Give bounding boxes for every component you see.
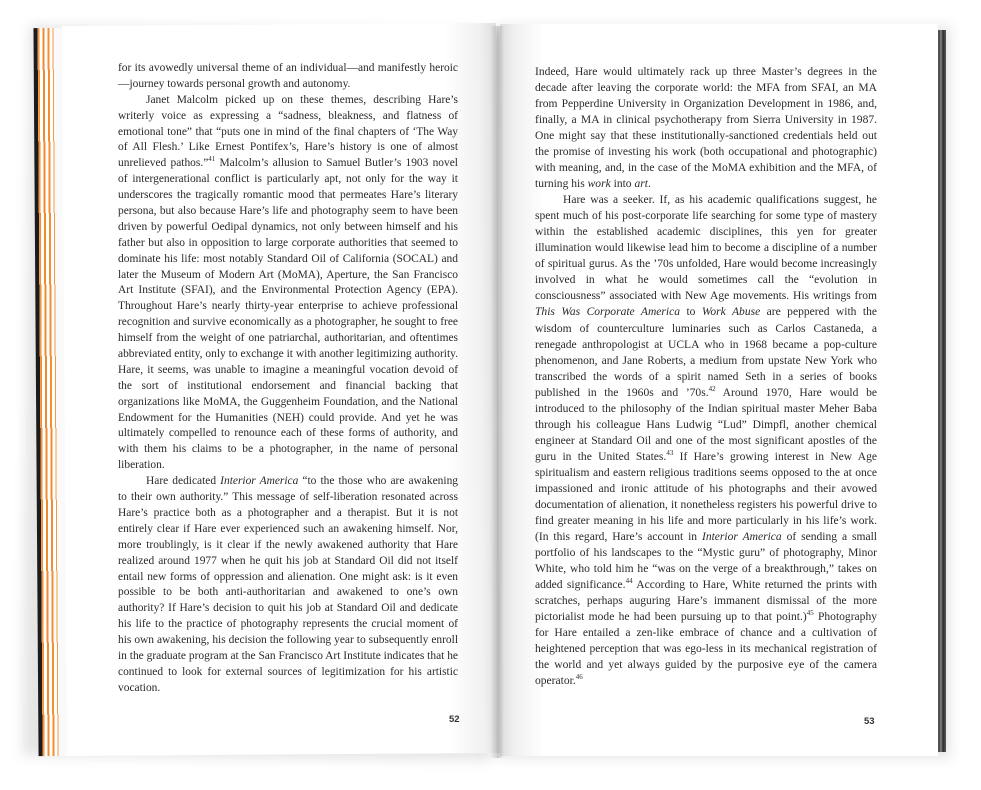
italic-title: Work Abuse	[701, 306, 761, 319]
text-run: Indeed, Hare would ultimately rack up three Master’s degrees in the decade after leaving the corporate world: the MFA from SFAI, an MA from Pepperdine University in Organization Development in 1986, and, finally, a MA in clinical psychotherapy from Sierra University in 1987. One might say that these institutionally-sanctioned credentials held out the promise of investing his work (both occupational and photographic) with meaning, and, in the case of the MoMA exhibition and the MFA, of turning his	[535, 66, 877, 191]
left-page-body-text	[118, 61, 458, 697]
page-number-right: 53	[864, 716, 875, 727]
page-number-left: 52	[449, 714, 460, 725]
text-run: are peppered with the wisdom of counterculture luminaries such as Carlos Castaneda, a renegade anthropologist at UCLA who in 1968 became a pop-culture phenomenon, and Jane Roberts, a medium from upstate New York who transcribed the words of a spirit named Seth in a series of books published in the 1960s and ’70s.	[535, 306, 877, 399]
text-run: for its avowedly universal theme of an individual—and manifestly heroic—journey towards personal growth and autonomy.	[118, 62, 458, 90]
footnote-reference: 42	[708, 384, 716, 393]
book-gutter	[490, 26, 504, 758]
text-run: of sending a small portfolio of his landscapes to the “Mystic guru” of photography, Minor White, who told him he “was on the verge of a breakthrough,” takes on added significance.	[535, 530, 877, 591]
paragraph	[118, 474, 458, 696]
footnote-reference: 46	[575, 673, 583, 682]
text-run: According to Hare, White returned the prints with scratches, perhaps auguring Hare’s immanent dismissal of the more pictorialist mode he had been pursuing up to that point.)	[535, 579, 877, 624]
italic-title: This Was Corporate America	[535, 306, 681, 319]
text-run: Hare was a seeker. If, as his academic qualifications suggest, he spent much of his post-corporate life searching for some type of mastery within the established academic disciplines, this yen for greater illumination would likewise lead him to become a discipline of a number of spiritual gurus. As the ’70s unfolded, Hare would become increasingly involved in what he would sometimes call the “evolution in consciousness” associated with New Age movements. His writings from	[535, 194, 877, 303]
italic-title: Interior America	[220, 475, 299, 488]
footnote-reference: 41	[208, 155, 216, 164]
text-run: “to the those who are awakening to their own authority.” This message of self-liberation resonated across Hare’s practice both as a photographer and a therapist. But it is not entirely clear if Hare ever experienced such an awakening himself. Nor, more troublingly, is it clear if the newly awakened authority that Hare realized around 1977 when he quit his job at Standard Oil did not itself entail new forms of oppression and alienation. One might ask: is it even possible to be both anti-authoritarian and awakened to one’s own authority? If Hare’s decision to quit his job at Standard Oil and dedicate his life to the practice of photography represents the crucial moment of his own awakening, his decision the following year to subsequently enroll in the graduate program at the San Francisco Art Institute indicates that he continued to look for external sources of legitimization for his artistic vocation.	[118, 475, 459, 694]
text-run: Hare dedicated	[146, 475, 221, 488]
footnote-reference: 44	[625, 577, 633, 586]
paragraph	[118, 93, 458, 474]
text-run: to	[680, 306, 702, 319]
paragraph	[535, 192, 877, 689]
text-run: .	[647, 178, 651, 191]
italic-title: art	[634, 178, 648, 191]
footnote-reference: 45	[806, 609, 814, 618]
text-run: If Hare’s growing interest in New Age spiritualism and eastern religious traditions seems opposed to the at once impassioned and ironic attitude of his photographs and their avowed documentation of alienation, it nonetheless registers his powerful drive to find greater meaning in his life and more particularly in his life’s work. (In this regard, Hare’s account in	[535, 450, 878, 543]
right-page-body-text	[535, 64, 877, 689]
footnote-reference: 43	[666, 448, 674, 457]
italic-title: Interior America	[701, 530, 782, 543]
text-run: into	[610, 178, 635, 191]
text-run: Malcolm’s allusion to Samuel Butler’s 1903 novel of intergenerational conflict is particularly apt, not only for the way it underscores the tragically romantic mood that permeates Hare’s literary persona, but also because Hare’s life and photography seem to have been driven by powerful Oedipal dynamics, not only between himself and his father but also in opposition to large corporate authorities that seemed to dominate his life: most notably Standard Oil of California (SOCAL) and later the Museum of Modern Art (MoMA), Aperture, the San Francisco Art Institute (SFAI), and the Environmental Protection Agency (EPA). Throughout Hare’s nearly thirty-year enterprise to achieve professional recognition and survive economically as a photographer, he sought to free himself from the weight of one patriarchal, authoritarian, and oftentimes abbreviated entity, only to exchange it with another legitimizing authority. Hare, it seems, was unable to imagine a meaningful vocation devoid of the sort of institutional endorsement and financial backing that organizations like MoMA, the Guggenheim Foundation, and the National Endowment for the Humanities (NEH) could provide. And yet he was ultimately compelled to renounce each of these forms of authority, and with them his claims to be a photographer, in the name of personal liberation.	[118, 157, 458, 472]
paragraph	[118, 61, 458, 93]
text-run: Janet Malcolm picked up on these themes, describing Hare’s writerly voice as expressing a “sadness, bleakness, and flatness of emotional tone” that “puts one in mind of the final chapters of ‘The Way of All Flesh.’ Like Ernest Pontifex’s, Hare’s history is one of almost unrelieved pathos.”	[118, 93, 458, 170]
text-run: Photography for Hare entailed a zen-like embrace of chance and a cultivation of heightened perception that was ego-less in its mechanical registration of the world and yet always guided by the purposive eye of the camera operator.	[535, 611, 877, 688]
paragraph	[535, 64, 877, 192]
italic-title: work	[587, 178, 611, 191]
text-run: Around 1970, Hare would be introduced to the philosophy of the Indian spiritual master Meher Baba through his colleague Hans Ludwig “Lud” Dimpfl, another chemical engineer at Standard Oil and one of the most significant apostles of the guru in the United States.	[535, 386, 877, 463]
